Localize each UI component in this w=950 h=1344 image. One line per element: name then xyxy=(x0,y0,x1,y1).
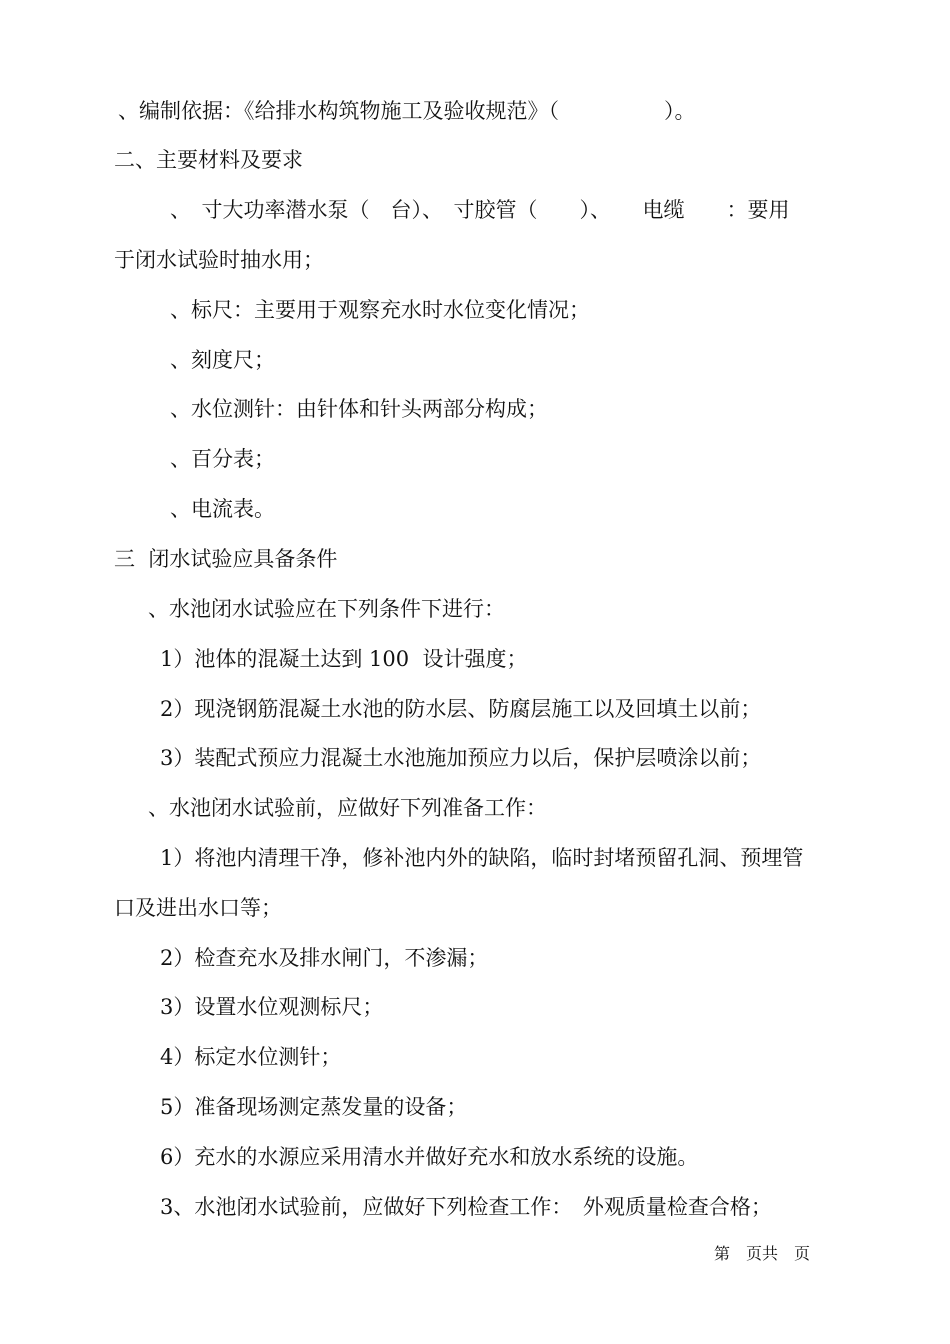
basis-line: 、编制依据：《给排水构筑物施工及验收规范》（ ）。 xyxy=(118,99,696,123)
item-pump-line-cont: 于闭水试验时抽水用； xyxy=(114,248,324,272)
item-ruler: 、标尺：主要用于观察充水时水位变化情况； xyxy=(170,298,590,322)
preparation-intro: 、水池闭水试验前，应做好下列准备工作： xyxy=(148,796,547,820)
page-number-footer: 第 页共 页 xyxy=(714,1244,811,1263)
section-heading-conditions: 三 闭水试验应具备条件 xyxy=(114,547,338,571)
condition-2: 2）现浇钢筋混凝土水池的防水层、防腐层施工以及回填土以前； xyxy=(160,697,762,721)
inspection-intro: 3、水池闭水试验前，应做好下列检查工作： 外观质量检查合格； xyxy=(160,1195,772,1219)
prep-1: 1）将池内清理干净，修补池内外的缺陷，临时封堵预留孔洞、预埋管 xyxy=(160,846,804,870)
item-probe: 、水位测针：由针体和针头两部分构成； xyxy=(170,397,548,421)
item-dial: 、百分表； xyxy=(170,447,275,471)
prep-2: 2）检查充水及排水闸门，不渗漏； xyxy=(160,946,489,970)
prep-3: 3）设置水位观测标尺； xyxy=(160,995,384,1019)
item-pump-line: 、 寸大功率潜水泵（ 台）、 寸胶管（ ）、 电缆 ：要用 xyxy=(170,198,790,222)
prep-1-cont: 口及进出水口等； xyxy=(114,896,282,920)
item-ammeter: 、电流表。 xyxy=(170,497,275,521)
prep-5: 5）准备现场测定蒸发量的设备； xyxy=(160,1095,468,1119)
conditions-intro: 、水池闭水试验应在下列条件下进行： xyxy=(148,597,505,621)
condition-1: 1）池体的混凝土达到 100 设计强度； xyxy=(160,647,528,671)
prep-4: 4）标定水位测针； xyxy=(160,1045,342,1069)
prep-6: 6）充水的水源应采用清水并做好充水和放水系统的设施。 xyxy=(160,1145,699,1169)
section-heading-materials: 二、主要材料及要求 xyxy=(114,148,303,172)
condition-3: 3）装配式预应力混凝土水池施加预应力以后，保护层喷涂以前； xyxy=(160,746,762,770)
item-scale: 、刻度尺； xyxy=(170,348,275,372)
